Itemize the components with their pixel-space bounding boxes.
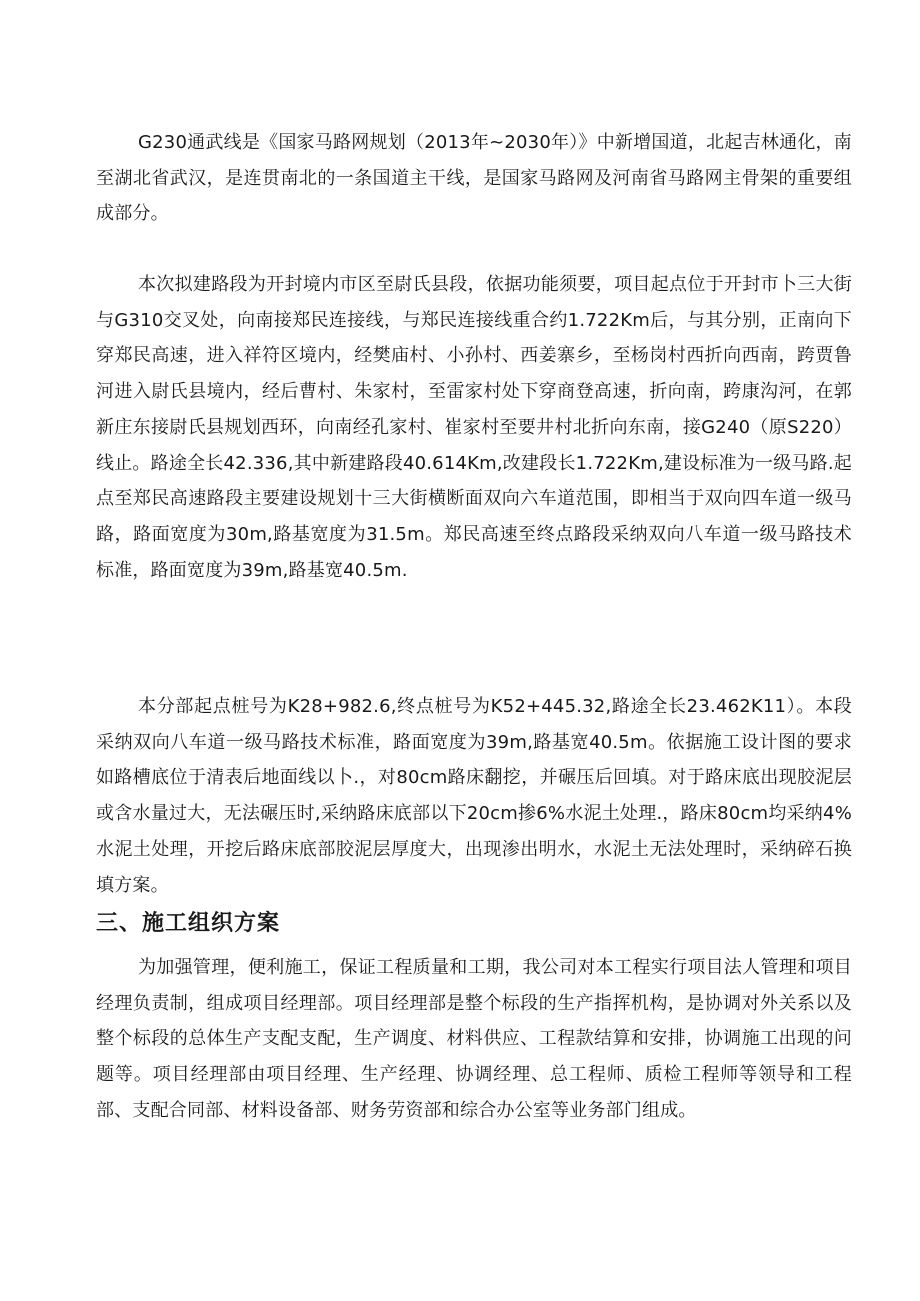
- section-heading: 三、施工组织方案: [96, 911, 281, 936]
- paragraph-route-overview: G230通武线是《国家马路网规划（2013年~2030年）》中新增国道，北起吉林通化，南至湖北省武汉，是连贯南北的一条国道主干线，是国家马路网及河南省马路网主骨架的重要组成部分。: [96, 132, 852, 225]
- paragraph-organization: 为加强管理，便利施工，保证工程质量和工期，我公司对本工程实行项目法人管理和项目经理负责制，组成项目经理部。项目经理部是整个标段的生产指挥机构，是协调对外关系以及整个标段的总体生产支配支配，生产调度、材料供应、工程款结算和安排，协调施工出现的问题等。项目经理部由项目经理、生产经理、协调经理、总工程师、质检工程师等领导和工程部、支配合同部、材料设备部、财务劳资部和综合办公室等业务部门组成。: [96, 957, 852, 1121]
- paragraph-section-scope: 本分部起点桩号为K28+982.6,终点桩号为K52+445.32,路途全长23.462K11）。本段采纳双向八车道一级马路技术标准，路面宽度为39m,路基宽40.5m。依据施工设计图的要求如路槽底位于清表后地面线以卜.，对80cm路床翻挖，并碾压后回填。对于路床底出现胶泥层或含水量过大，无法碾压时,采纳路床底部以下20cm掺6%水泥土处理.，路床80cm均采纳4%水泥土处理，开挖后路床底部胶泥层厚度大，出现渗出明水，水泥土无法处理时，采纳碎石换填方案。: [96, 696, 852, 896]
- paragraph-route-description: 本次拟建路段为开封境内市区至尉氏县段，依据功能须要，项目起点位于开封市卜三大街与G310交叉处，向南接郑民连接线，与郑民连接线重合约1.722Km后，与其分别，正南向下穿郑民高速，进入祥符区境内，经樊庙村、小孙村、西姜寨乡，至杨岗村西折向西南，跨贾鲁河进入尉氏县境内，经后曹村、朱家村，至雷家村处下穿商登高速，折向南，跨康沟河，在郭新庄东接尉氏县规划西环，向南经孔家村、崔家村至要井村北折向东南，接G240（原S220）线止。路途全长42.336,其中新建路段40.614Km,改建段长1.722Km,建设标准为一级马路.起点至郑民高速路段主要建设规划十三大街横断面双向六车道范围，即相当于双向四车道一级马路，路面宽度为30m,路基宽度为31.5m。郑民高速至终点路段采纳双向八车道一级马路技术标准，路面宽度为39m,路基宽40.5m.: [96, 274, 852, 581]
